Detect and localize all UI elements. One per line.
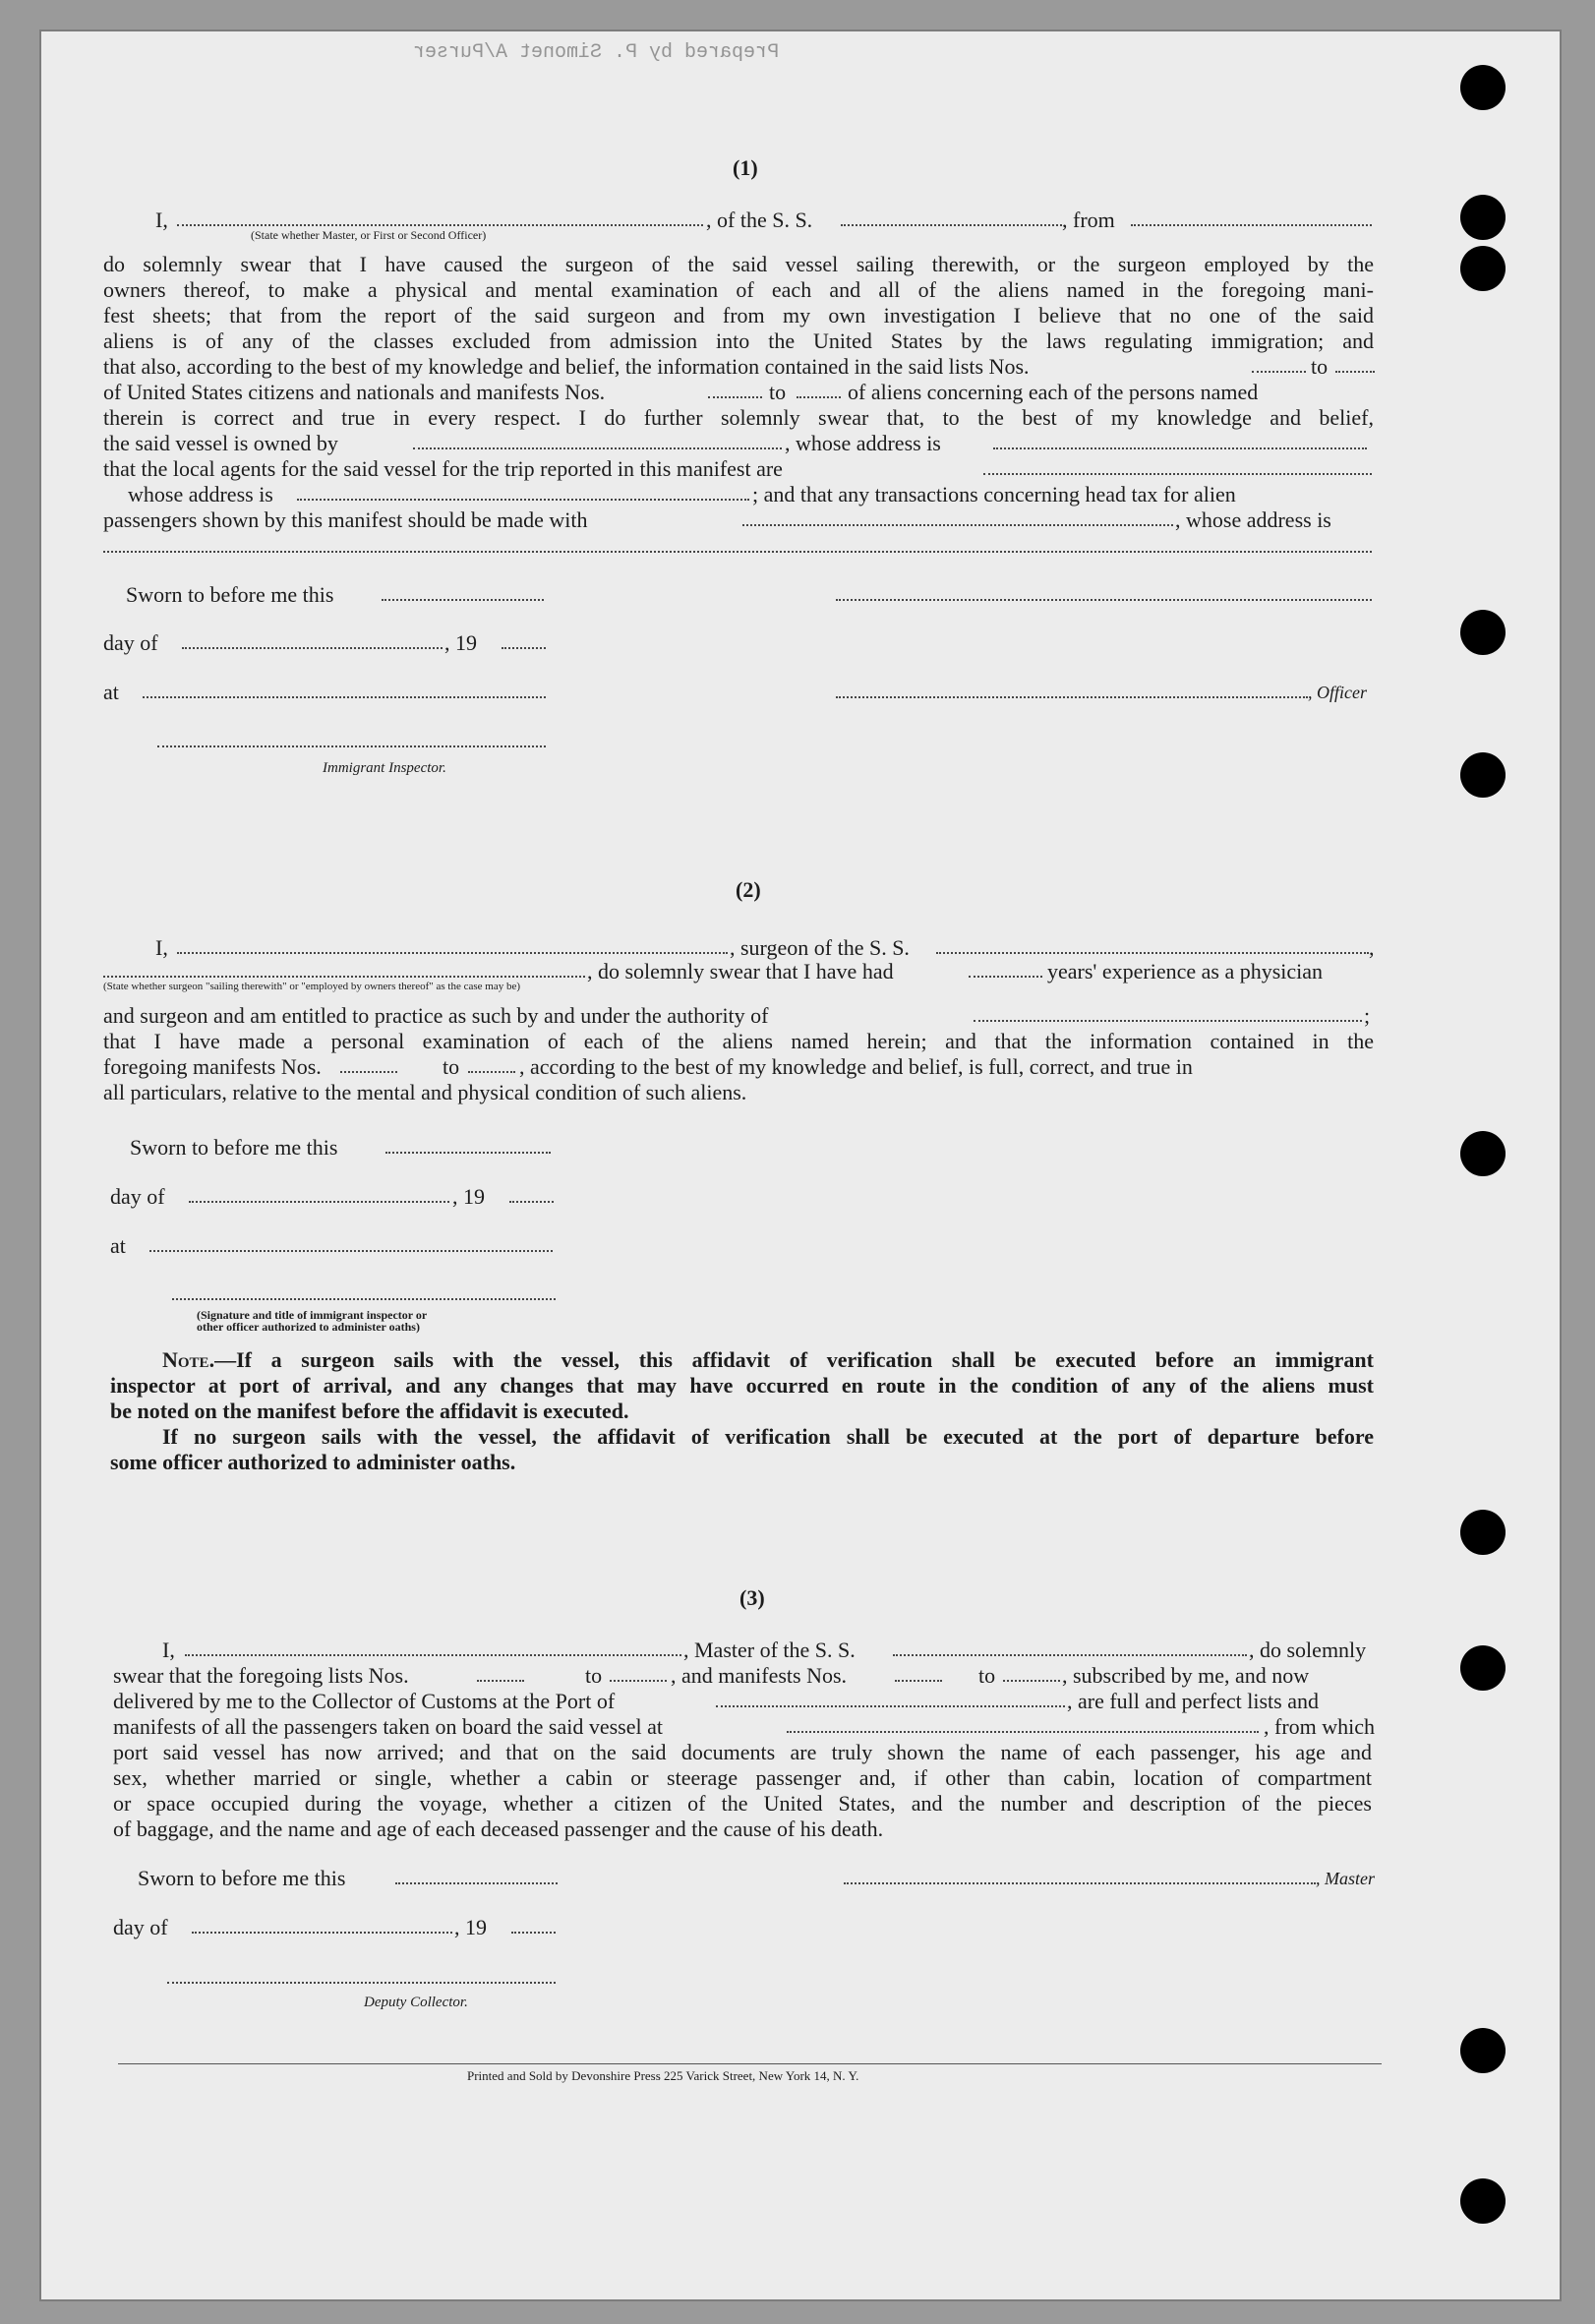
s1-headtax-field[interactable] <box>742 524 1173 526</box>
s1-headtax-address-field[interactable] <box>103 551 1372 553</box>
s1-manifests-to[interactable] <box>797 396 841 398</box>
s1-body-1: owners thereof, to make a physical and mental examination of each and all of the aliens named in the foregoing mani- <box>103 277 1374 302</box>
section-3-number: (3) <box>739 1585 765 1610</box>
s3-day-field[interactable] <box>192 1932 452 1934</box>
binder-hole <box>1460 610 1506 655</box>
s1-body-0: do solemnly swear that I have caused the surgeon of the said vessel sailing therewith, or the surgeon employed by the <box>103 252 1374 276</box>
note-label: Note. <box>162 1347 215 1372</box>
s2-body-3: all particulars, relative to the mental and physical condition of such aliens. <box>103 1080 747 1104</box>
s1-owner-address-field[interactable] <box>993 447 1367 449</box>
s2-comma: , <box>1369 935 1375 960</box>
s1-at-field[interactable] <box>143 696 546 698</box>
s1-agents-address-field[interactable] <box>297 499 749 501</box>
s1-agents-field[interactable] <box>983 473 1372 475</box>
s1-lists-to[interactable] <box>1335 371 1375 373</box>
s2-line2-end: years' experience as a physician <box>1047 959 1324 983</box>
s1-body-8: that the local agents for the said vessel for the trip reported in this manifest are <box>103 456 783 481</box>
s1-body-2: fest sheets; that from the report of the said surgeon and from my own investigation I believe that no one of the said <box>103 303 1374 328</box>
s2-line2-mid: , do solemnly swear that I have had <box>587 959 894 983</box>
s3-line1-mid: , Master of the S. S. <box>683 1638 856 1662</box>
s1-officer-line[interactable] <box>836 696 1308 698</box>
s2-sig-note-1: (Signature and title of immigrant inspector or <box>197 1308 428 1322</box>
s1-line1-prefix: I, <box>155 208 168 232</box>
s2-line1-mid: , surgeon of the S. S. <box>730 935 910 960</box>
binder-hole <box>1460 752 1506 798</box>
s3-line4-0: manifests of all the passengers taken on board the said vessel at <box>113 1714 664 1739</box>
binder-hole <box>1460 195 1506 240</box>
s2-semicolon: ; <box>1364 1003 1371 1028</box>
s1-lists-from[interactable] <box>1252 371 1306 373</box>
s2-day-field[interactable] <box>189 1201 449 1203</box>
s2-years-field[interactable] <box>969 976 1042 978</box>
s2-year-field[interactable] <box>509 1201 554 1203</box>
s2-authority-field[interactable] <box>974 1020 1362 1022</box>
s2-sig-field[interactable] <box>172 1298 556 1300</box>
s3-master-sig-field[interactable] <box>844 1882 1316 1884</box>
s1-body-9: whose address is <box>128 482 273 507</box>
s1-to-1: to <box>1311 354 1329 379</box>
s3-sworn: Sworn to before me this <box>138 1866 346 1890</box>
s3-day-of: day of <box>113 1915 168 1939</box>
s3-line3-0: delivered by me to the Collector of Customs at the Port of <box>113 1689 616 1713</box>
s3-year: , 19 <box>454 1915 487 1939</box>
s1-to-2: to <box>769 380 787 404</box>
footer-rule <box>118 2063 1382 2064</box>
s3-body-0: port said vessel has now arrived; and that on the said documents are truly shown the name of each passenger, his age and <box>113 1740 1372 1764</box>
s1-at: at <box>103 680 119 704</box>
s1-sworn-field[interactable] <box>382 599 544 601</box>
s1-officer-note: (State whether Master, or First or Second Officer) <box>251 228 487 242</box>
s3-deputy-sig-field[interactable] <box>167 1982 556 1984</box>
s3-manifests-to[interactable] <box>1003 1680 1060 1682</box>
s2-manifests-from[interactable] <box>340 1071 397 1073</box>
s3-line3-1: , are full and perfect lists and <box>1067 1689 1319 1713</box>
s3-body-1: sex, whether married or single, whether a cabin or steerage passenger and, if other than cabin, location of compartment <box>113 1765 1372 1790</box>
s3-departure-field[interactable] <box>787 1731 1259 1733</box>
s1-line1-mid: , of the S. S. <box>706 208 813 232</box>
binder-hole <box>1460 1131 1506 1176</box>
s1-sworn: Sworn to before me this <box>126 582 334 607</box>
s3-line1-end: , do solemnly <box>1249 1638 1367 1662</box>
s3-port-field[interactable] <box>716 1705 1065 1707</box>
s3-body-3: of baggage, and the name and age of each deceased passenger and the cause of his death. <box>113 1817 884 1841</box>
s2-year: , 19 <box>452 1184 485 1209</box>
s1-aliens-tail: of aliens concerning each of the persons named <box>848 380 1259 404</box>
s3-lists-to[interactable] <box>610 1680 667 1682</box>
s1-officer-label: , Officer <box>1308 683 1367 702</box>
binder-hole <box>1460 1510 1506 1555</box>
s2-line1-prefix: I, <box>155 935 168 960</box>
binder-hole <box>1460 2178 1506 2224</box>
s2-body-1: that I have made a personal examination of each of the aliens named herein; and that the information contained in the <box>103 1029 1374 1053</box>
binder-hole <box>1460 1645 1506 1691</box>
s2-sworn: Sworn to before me this <box>130 1135 338 1160</box>
s2-sworn-field[interactable] <box>385 1152 551 1154</box>
s1-body-7: the said vessel is owned by <box>103 431 338 455</box>
s1-owned-tail: , whose address is <box>785 431 941 455</box>
s3-body-2: or space occupied during the voyage, whether a citizen of the United States, and the number and description of the pieces <box>113 1791 1372 1816</box>
s3-deputy-label: Deputy Collector. <box>364 1995 468 2010</box>
s3-master-field[interactable] <box>185 1654 681 1656</box>
s3-line2-2: , and manifests Nos. <box>671 1663 848 1688</box>
s2-day-of: day of <box>110 1184 165 1209</box>
s2-sig-note-2: other officer authorized to administer oaths) <box>197 1320 420 1334</box>
s3-sworn-field[interactable] <box>395 1882 558 1884</box>
s3-line2-4: , subscribed by me, and now <box>1062 1663 1310 1688</box>
s1-body-5: of United States citizens and nationals and manifests Nos. <box>103 380 606 404</box>
s3-line1-prefix: I, <box>162 1638 175 1662</box>
s2-surgeon-field[interactable] <box>177 952 728 954</box>
s3-lists-from[interactable] <box>477 1680 524 1682</box>
s1-agents-tail: ; and that any transactions concerning head tax for alien <box>752 482 1236 507</box>
note-p1-1: inspector at port of arrival, and any changes that may have occurred en route in the condition of any of the aliens must <box>110 1373 1374 1398</box>
s1-body-3: aliens is of any of the classes excluded from admission into the United States by the laws regulating immigration; and <box>103 328 1374 353</box>
s1-inspector-label: Immigrant Inspector. <box>323 760 446 776</box>
s3-line4-1: , from which <box>1264 1714 1376 1739</box>
s3-line2-3: to <box>978 1663 996 1688</box>
s2-manifests-to[interactable] <box>468 1071 515 1073</box>
s1-vessel-field[interactable] <box>841 224 1062 226</box>
s3-line2-1: to <box>585 1663 603 1688</box>
printer-imprint: Printed and Sold by Devonshire Press 225 Varick Street, New York 14, N. Y. <box>467 2068 859 2083</box>
note-p1-0: —If a surgeon sails with the vessel, this affidavit of verification shall be executed before an immigrant <box>214 1347 1374 1372</box>
s1-owner-field[interactable] <box>413 447 782 449</box>
s1-day-of: day of <box>103 630 158 655</box>
binder-hole <box>1460 246 1506 291</box>
s2-at: at <box>110 1233 126 1258</box>
s3-line2-0: swear that the foregoing lists Nos. <box>113 1663 409 1688</box>
s2-body-2: foregoing manifests Nos. <box>103 1054 322 1079</box>
s1-inspector-sig-field[interactable] <box>157 745 546 747</box>
s1-made-with-tail: , whose address is <box>1175 507 1331 532</box>
s2-to: to <box>443 1054 460 1079</box>
manifest-verification-page <box>39 30 1562 2301</box>
note-line-0 <box>162 1347 1374 1373</box>
binder-hole <box>1460 2028 1506 2073</box>
s3-vessel-field[interactable] <box>893 1654 1247 1656</box>
note-p1-2: be noted on the manifest before the affidavit is executed. <box>110 1399 629 1423</box>
s1-officer-field[interactable] <box>177 224 703 226</box>
s1-year: , 19 <box>444 630 477 655</box>
s3-manifests-from[interactable] <box>895 1680 942 1682</box>
s1-from-field[interactable] <box>1131 224 1372 226</box>
s3-master-label: , Master <box>1316 1869 1375 1888</box>
note-p2-1: some officer authorized to administer oaths. <box>110 1450 516 1474</box>
s1-body-6: therein is correct and true in every respect. I do further solemnly swear that, to the best of my knowledge and belief, <box>103 405 1374 430</box>
s1-manifests-from[interactable] <box>708 396 762 398</box>
s1-body-10: passengers shown by this manifest should be made with <box>103 507 588 532</box>
s2-type-field[interactable] <box>103 976 585 978</box>
s1-body-4: that also, according to the best of my knowledge and belief, the information contained in the said lists Nos. <box>103 354 1030 379</box>
binder-hole <box>1460 65 1506 110</box>
s3-year-field[interactable] <box>511 1932 556 1934</box>
s1-line1-end: , from <box>1062 208 1115 232</box>
s1-day-field[interactable] <box>182 647 443 649</box>
prepared-by-note: Prepared by P. Simonet A/Purser <box>413 41 780 64</box>
s2-manifests-tail: , according to the best of my knowledge and belief, is full, correct, and true in <box>519 1054 1193 1079</box>
s2-surgeon-note: (State whether surgeon "sailing therewith" or "employed by owners thereof" as the case may be) <box>103 981 521 992</box>
note-p2-0: If no surgeon sails with the vessel, the affidavit of verification shall be executed at the port of departure before <box>162 1424 1374 1449</box>
section-2-number: (2) <box>736 877 761 902</box>
s1-officer-sig-field[interactable] <box>836 599 1372 601</box>
s2-vessel-field[interactable] <box>936 952 1369 954</box>
section-1-number: (1) <box>733 155 758 180</box>
s2-body-0: and surgeon and am entitled to practice as such by and under the authority of <box>103 1003 769 1028</box>
s1-year-field[interactable] <box>502 647 546 649</box>
s2-at-field[interactable] <box>149 1250 553 1252</box>
